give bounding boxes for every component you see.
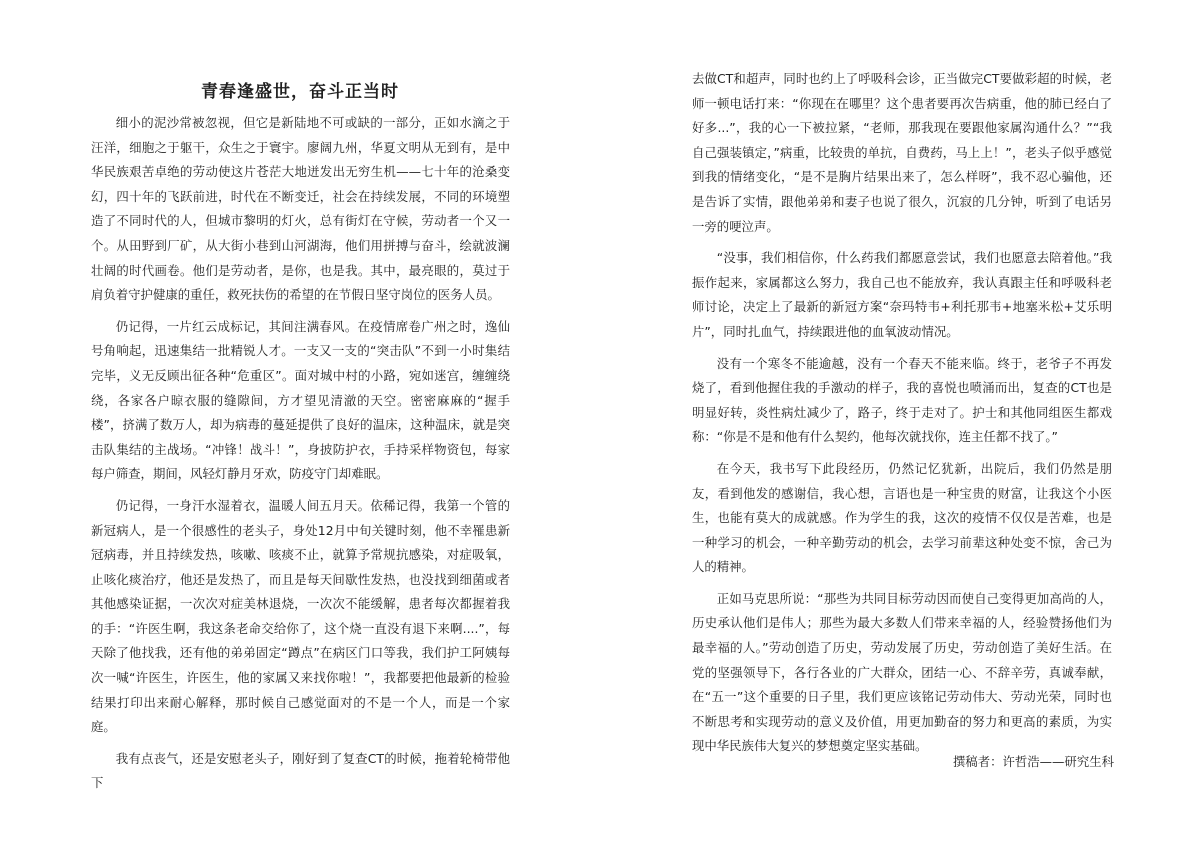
left-page-body (91, 111, 510, 803)
paragraph-first-patient: 仍记得，一身汗水湿着衣，温暖人间五月天。依稀记得，我第一个管的新冠病人，是一个很感性的老头子，身处12月中旬关键时刻，他不幸罹患新冠病毒，并且持续发热，咳嗽、咳痰不止，就算予常规抗感染，对症吸氧，止咳化痰治疗，他还是发热了，而且是每天间歇性发热，也没找到细菌或者其他感染证据，一次次对症美林退烧，一次次不能缓解，患者每次都握着我的手：“许医生啊，我这条老命交给你了，这个烧一直没有退下来啊....”，每天除了他找我，还有他的弟弟固定“蹲点”在病区门口等我，我们护工阿姨每次一喊“许医生，许医生，他的家属又来找你啦！”，我都要把他最新的检验结果打印出来耐心解释，那时候自己感觉面对的不是一个人，而是一个家庭。 (91, 497, 510, 735)
paragraph-family-support: “没事，我们相信你，什么药我们都愿意尝试，我们也愿意去陪着他。”我振作起来，家属都这么努力，我自己也不能放弃，我认真跟主任和呼吸科老师讨论，决定上了最新的新冠方案“奈玛特韦+利托那韦+地塞米松+艾乐明片”，同时扎血气，持续跟进他的血氧波动情况。 (692, 250, 1112, 339)
paragraph-phone-call: 去做CT和超声，同时也约上了呼吸科会诊，正当做完CT要做彩超的时候，老师一顿电话打来：“你现在在哪里？这个患者要再次告病重，他的肺已经白了好多...”，我的心一下被拉紧，“老师，那我现在要跟他家属沟通什么？”“我自己强装镇定，”病重，比较贵的单抗，自费药，马上上！”，老头子似乎感觉到我的情绪变化，“是不是胸片结果出来了，怎么样呀”，我不忍心骗他，还是告诉了实情，跟他弟弟和妻子也说了很久，沉寂的几分钟，听到了电话另一旁的哽泣声。 (692, 71, 1112, 234)
paragraph-recovery: 没有一个寒冬不能逾越，没有一个春天不能来临。终于，老爷子不再发烧了，看到他握住我的手激动的样子，我的喜悦也喷涌而出，复查的CT也是明显好转，炎性病灶减少了，路子，终于走对了。护士和其他同组医生都戏称：“你是不是和他有什么契约，他每次就找你，连主任都不找了。” (692, 355, 1112, 445)
paragraph-reflection: 在今天，我书写下此段经历，仍然记忆犹新，出院后，我们仍然是朋友，看到他发的感谢信，我心想，言语也是一种宝贵的财富，让我这个小医生，也能有莫大的成就感。作为学生的我，这次的疫情不仅仅是苦难，也是一种学习的机会，一种辛勤劳动的机会，去学习前辈这种处变不惊，舍己为人的精神。 (692, 460, 1112, 575)
article-title: 青春逢盛世，奋斗正当时 (201, 82, 399, 102)
paragraph-marx-quote: 正如马克思所说：“那些为共同目标劳动因而使自己变得更加高尚的人，历史承认他们是伟人；那些为最大多数人们带来幸福的人，经验赞扬他们为最幸福的人。”劳动创造了历史，劳动发展了历史，劳动创造了美好生活。在党的坚强领导下，各行各业的广大群众，团结一心、不辞辛劳，真诚奉献，在“五一”这个重要的日子里，我们更应该铭记劳动伟大、劳动光荣，同时也不断思考和实现劳动的意义及价值，用更加勤奋的努力和更高的素质，为实现中华民族伟大复兴的梦想奠定坚实基础。 (692, 590, 1112, 754)
author-signature: 撰稿者：许哲浩——研究生科 (952, 754, 1114, 769)
paragraph-recheck-ct: 我有点丧气，还是安慰老头子，刚好到了复查CT的时候，拖着轮椅带他下 (91, 750, 510, 791)
paragraph-epidemic-guangzhou: 仍记得，一片红云成标记，其间注满春风。在疫情席卷广州之时，逸仙号角响起，迅速集结一批精锐人才。一支又一支的“突击队”不到一小时集结完毕，义无反顾出征各种“危重区”。面对城中村的小路，宛如迷宫，缠缠绕绕，各家各户晾衣服的缝隙间，方才望见清澈的天空。密密麻麻的“握手楼”，挤满了数万人，却为病毒的蔓延提供了良好的温床，这种温床，就是突击队集结的主战场。“冲锋！战斗！”，身披防护衣，手持采样物资包，每家每户筛查，期间，风轻灯静月牙欢，防疫守门却难眠。 (91, 318, 510, 482)
right-page (600, 0, 1200, 849)
right-page-body (692, 67, 1112, 766)
paragraph-intro: 细小的泥沙常被忽视，但它是新陆地不可或缺的一部分，正如水滴之于汪洋，细胞之于躯干，众生之于寰宇。廖阔九州，华夏文明从无到有，是中华民族艰苦卓绝的劳动使这片苍茫大地迸发出无穷生机——七十年的沧桑变幻，四十年的飞跃前进，时代在不断变迁，社会在持续发展，不同的环境塑造了不同时代的人，但城市黎明的灯火，总有街灯在守候，劳动者一个又一个。从田野到厂矿，从大街小巷到山河湖海，他们用拼搏与奋斗，绘就波澜壮阔的时代画卷。他们是劳动者，是你，也是我。其中，最亮眼的，莫过于肩负着守护健康的重任，救死扶伤的希望的在节假日坚守岗位的医务人员。 (91, 115, 510, 303)
